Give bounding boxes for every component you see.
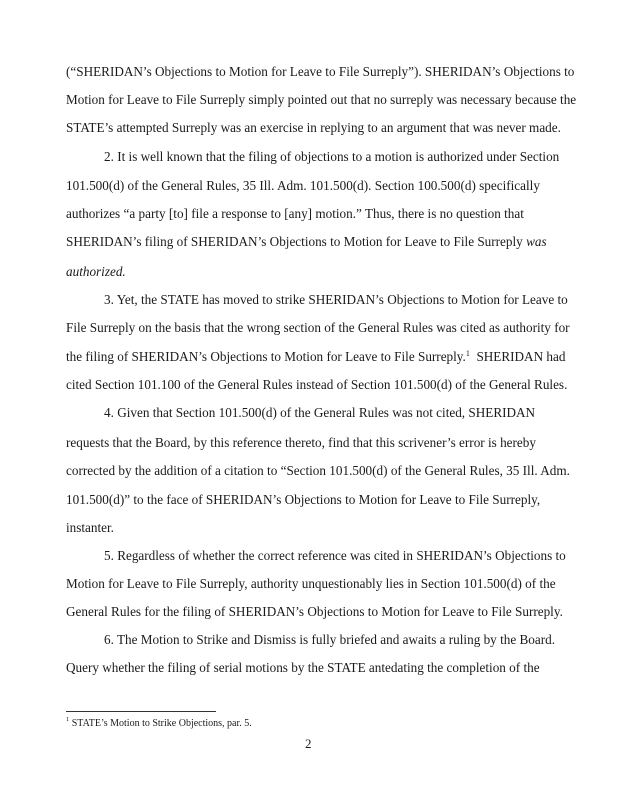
body-line: Motion for Leave to File Surreply, authority unquestionably lies in Section 101.500(d) of the bbox=[66, 576, 556, 591]
paragraph-3-start: 3. Yet, the STATE has moved to strike SHERIDAN’s Objections to Motion for Leave to bbox=[104, 292, 568, 307]
body-text: SHERIDAN’s filing of SHERIDAN’s Objections to Motion for Leave to File Surreply bbox=[66, 234, 527, 249]
body-line: corrected by the addition of a citation to “Section 101.500(d) of the General Rules, 35 Ill. Adm. bbox=[66, 463, 570, 478]
paragraph-4-start: 4. Given that Section 101.500(d) of the General Rules was not cited, SHERIDAN bbox=[104, 405, 536, 420]
body-line: requests that the Board, by this reference thereto, find that this scrivener’s error is hereby bbox=[66, 435, 536, 450]
italic-text: was bbox=[526, 234, 547, 249]
body-line: 101.500(d)” to the face of SHERIDAN’s Objections to Motion for Leave to File Surreply, bbox=[66, 492, 541, 507]
footnote-number: 1 bbox=[66, 716, 70, 723]
body-line: instanter. bbox=[66, 520, 114, 535]
body-line: Query whether the filing of serial motions by the STATE antedating the completion of the bbox=[66, 660, 540, 675]
body-text: the filing of SHERIDAN’s Objections to Motion for Leave to File Surreply. bbox=[66, 349, 466, 364]
body-line: File Surreply on the basis that the wrong section of the General Rules was cited as authority for bbox=[66, 320, 570, 335]
body-line: cited Section 101.100 of the General Rules instead of Section 101.500(d) of the General Rules. bbox=[66, 377, 568, 392]
paragraph-5-start: 5. Regardless of whether the correct reference was cited in SHERIDAN’s Objections to bbox=[104, 548, 566, 563]
italic-text: authorized. bbox=[66, 264, 126, 279]
footnote-reference[interactable]: 1 bbox=[465, 349, 470, 358]
body-line bbox=[66, 234, 547, 250]
paragraph-6-start: 6. The Motion to Strike and Dismiss is fully briefed and awaits a ruling by the Board. bbox=[104, 632, 555, 647]
body-line: Motion for Leave to File Surreply simply pointed out that no surreply was necessary because the bbox=[66, 92, 577, 107]
footnote-divider bbox=[66, 711, 216, 712]
body-line: STATE’s attempted Surreply was an exercise in replying to an argument that was never made. bbox=[66, 120, 561, 135]
body-line bbox=[66, 349, 565, 365]
body-line bbox=[66, 264, 126, 280]
paragraph-2-start: 2. It is well known that the filing of objections to a motion is authorized under Section bbox=[104, 149, 560, 164]
body-text: SHERIDAN had bbox=[469, 349, 566, 364]
body-line: General Rules for the filing of SHERIDAN’s Objections to Motion for Leave to File Surreply. bbox=[66, 604, 563, 619]
body-line: 101.500(d) of the General Rules, 35 Ill. Adm. 101.500(d). Section 100.500(d) specifically bbox=[66, 178, 540, 193]
footnote-text: STATE’s Motion to Strike Objections, par. 5. bbox=[69, 718, 252, 729]
body-line: (“SHERIDAN’s Objections to Motion for Leave to File Surreply”). SHERIDAN’s Objections to bbox=[66, 64, 575, 79]
page-number: 2 bbox=[305, 736, 312, 751]
body-line: authorizes “a party [to] file a response to [any] motion.” Thus, there is no question that bbox=[66, 206, 524, 221]
footnote bbox=[66, 718, 252, 729]
